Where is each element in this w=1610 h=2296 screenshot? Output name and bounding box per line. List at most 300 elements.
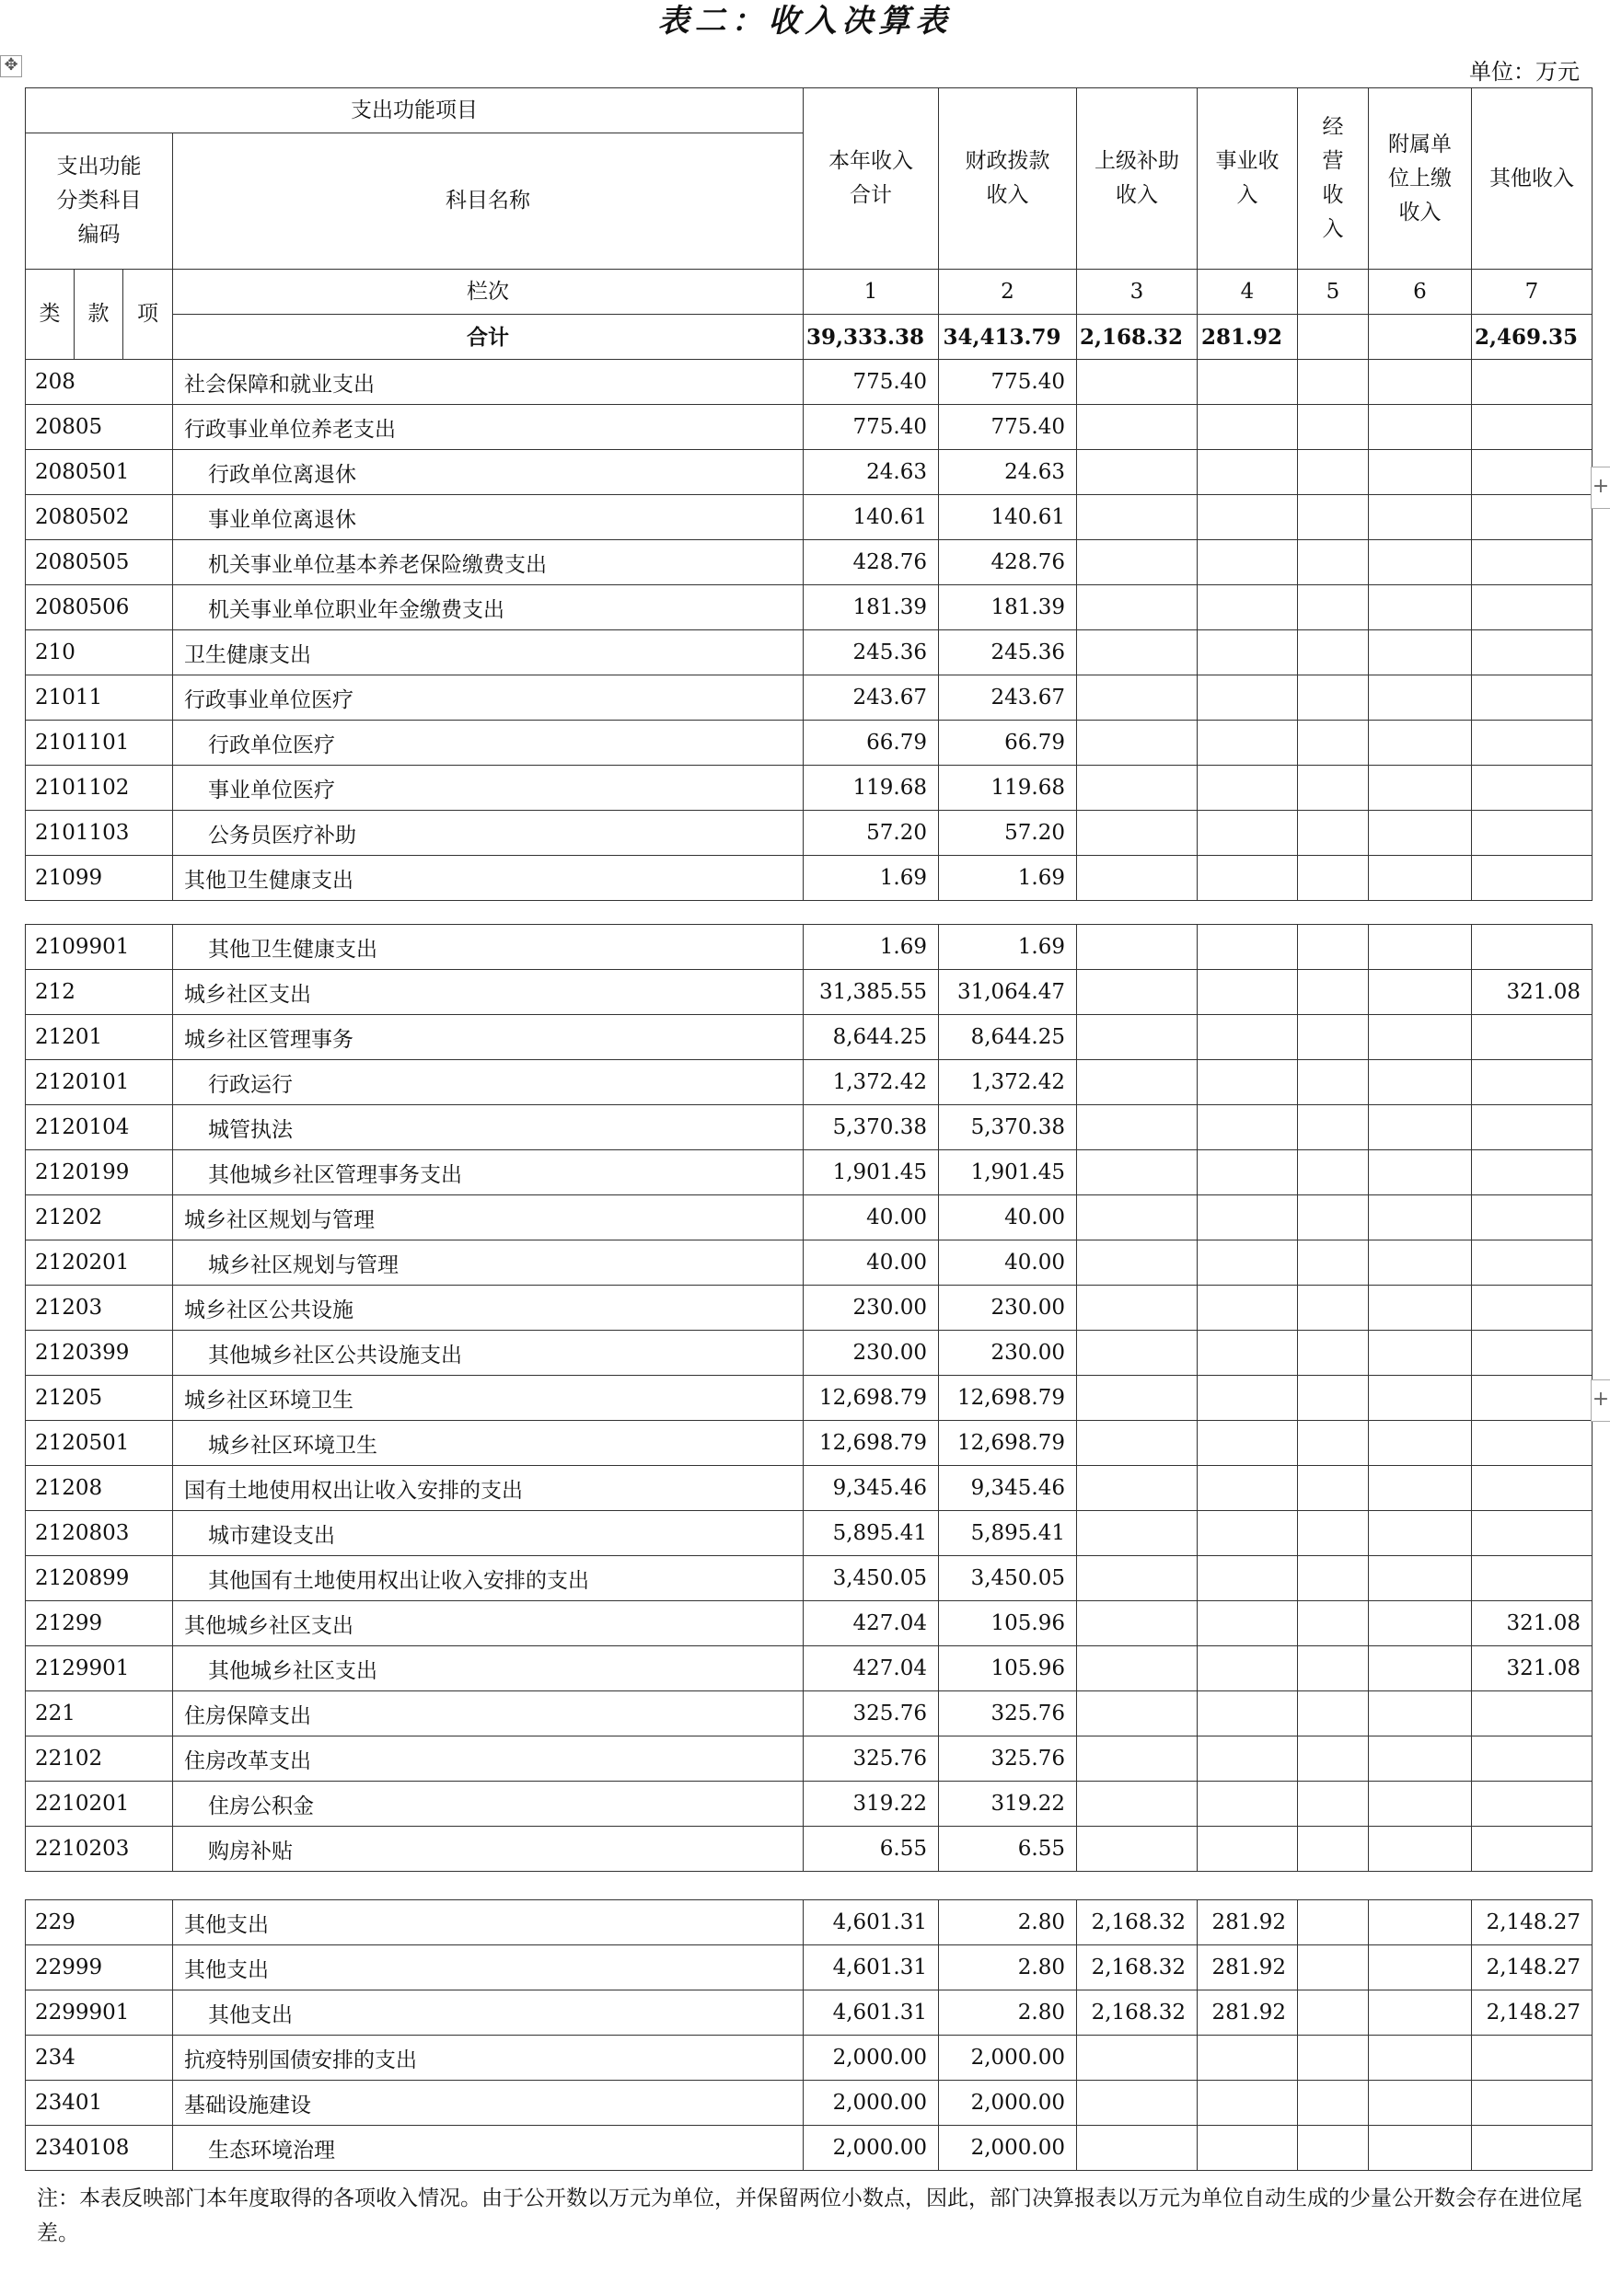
row-code: 2120803 <box>26 1511 173 1556</box>
row-value <box>1298 1015 1369 1060</box>
row-value <box>1472 1511 1593 1556</box>
row-subject-name: 事业单位离退休 <box>173 495 804 540</box>
row-subject-name: 购房补贴 <box>173 1827 804 1872</box>
row-value <box>1369 1691 1472 1736</box>
row-value <box>1369 1060 1472 1105</box>
header-col-other: 其他收入 <box>1472 88 1593 270</box>
row-value <box>1077 540 1198 585</box>
col-number: 5 <box>1298 270 1369 315</box>
row-code: 23401 <box>26 2081 173 2126</box>
row-subject-name: 其他城乡社区支出 <box>173 1646 804 1691</box>
row-value <box>1198 1240 1298 1286</box>
row-value <box>1198 495 1298 540</box>
table-row <box>26 585 1593 630</box>
row-value <box>1298 1286 1369 1331</box>
total-value: 34,413.79 <box>939 315 1077 360</box>
row-value: 2,000.00 <box>939 2036 1077 2081</box>
row-value: 281.92 <box>1198 1945 1298 1990</box>
total-value: 39,333.38 <box>804 315 939 360</box>
row-value <box>1369 766 1472 811</box>
row-value: 40.00 <box>804 1195 939 1240</box>
row-value <box>1369 811 1472 856</box>
row-value <box>1198 1646 1298 1691</box>
row-value <box>1298 970 1369 1015</box>
row-code: 2120199 <box>26 1150 173 1195</box>
row-value <box>1472 1195 1593 1240</box>
row-value: 2,000.00 <box>804 2036 939 2081</box>
header-col-affiliated: 附属单 位上缴 收入 <box>1369 88 1472 270</box>
row-value <box>1369 450 1472 495</box>
row-value: 1.69 <box>804 856 939 901</box>
row-value <box>1298 1556 1369 1601</box>
row-value <box>1369 495 1472 540</box>
row-subject-name: 其他支出 <box>173 1945 804 1990</box>
total-value <box>1369 315 1472 360</box>
add-row-plus-icon[interactable]: + <box>1591 467 1610 509</box>
row-value: 428.76 <box>939 540 1077 585</box>
row-value: 2,148.27 <box>1472 1900 1593 1945</box>
row-subject-name: 城乡社区管理事务 <box>173 1015 804 1060</box>
row-value: 2.80 <box>939 1900 1077 1945</box>
col-number: 2 <box>939 270 1077 315</box>
row-value <box>1077 630 1198 675</box>
row-value <box>1369 1421 1472 1466</box>
row-value <box>1298 1691 1369 1736</box>
row-code: 2210203 <box>26 1827 173 1872</box>
row-value <box>1369 1782 1472 1827</box>
row-code: 2080501 <box>26 450 173 495</box>
row-value <box>1077 1331 1198 1376</box>
row-value: 40.00 <box>804 1240 939 1286</box>
row-value <box>1198 1150 1298 1195</box>
row-value <box>1298 2081 1369 2126</box>
row-value <box>1077 1195 1198 1240</box>
row-value: 12,698.79 <box>939 1421 1077 1466</box>
row-value <box>1198 1736 1298 1782</box>
row-value <box>1472 1105 1593 1150</box>
row-value <box>1472 2081 1593 2126</box>
row-subject-name: 行政运行 <box>173 1060 804 1105</box>
row-subject-name: 生态环境治理 <box>173 2126 804 2171</box>
col-number: 6 <box>1369 270 1472 315</box>
row-value <box>1198 970 1298 1015</box>
row-value <box>1298 1150 1369 1195</box>
row-value: 40.00 <box>939 1195 1077 1240</box>
row-value: 6.55 <box>939 1827 1077 1872</box>
table-row <box>26 675 1593 721</box>
table-row <box>26 495 1593 540</box>
row-subject-name: 其他国有土地使用权出让收入安排的支出 <box>173 1556 804 1601</box>
row-value: 8,644.25 <box>939 1015 1077 1060</box>
table-row <box>26 1331 1593 1376</box>
row-value: 428.76 <box>804 540 939 585</box>
row-value <box>1298 1421 1369 1466</box>
row-value <box>1298 1466 1369 1511</box>
row-value <box>1472 450 1593 495</box>
row-value <box>1198 1782 1298 1827</box>
row-value: 321.08 <box>1472 1601 1593 1646</box>
row-value <box>1298 1827 1369 1872</box>
row-value <box>1077 1376 1198 1421</box>
table-row <box>26 856 1593 901</box>
row-code: 2080502 <box>26 495 173 540</box>
table-row <box>26 721 1593 766</box>
row-value <box>1198 811 1298 856</box>
row-value <box>1077 1060 1198 1105</box>
header-col-business: 事业收 入 <box>1198 88 1298 270</box>
row-subject-name: 其他卫生健康支出 <box>173 925 804 970</box>
row-subject-name: 事业单位医疗 <box>173 766 804 811</box>
row-value <box>1472 1060 1593 1105</box>
row-value <box>1077 1736 1198 1782</box>
row-value: 321.08 <box>1472 970 1593 1015</box>
row-value: 4,601.31 <box>804 1990 939 2036</box>
row-value <box>1472 675 1593 721</box>
row-subject-name: 抗疫特别国债安排的支出 <box>173 2036 804 2081</box>
table-row <box>26 1015 1593 1060</box>
row-subject-name: 城管执法 <box>173 1105 804 1150</box>
row-value <box>1298 1511 1369 1556</box>
row-value <box>1198 1105 1298 1150</box>
row-value: 775.40 <box>804 405 939 450</box>
row-value <box>1369 405 1472 450</box>
row-subject-name: 公务员医疗补助 <box>173 811 804 856</box>
row-value <box>1198 2036 1298 2081</box>
row-value: 140.61 <box>804 495 939 540</box>
row-value <box>1198 1015 1298 1060</box>
row-value <box>1369 1556 1472 1601</box>
row-value: 325.76 <box>804 1736 939 1782</box>
row-value: 775.40 <box>804 360 939 405</box>
row-value: 325.76 <box>939 1736 1077 1782</box>
row-value <box>1077 2036 1198 2081</box>
row-value: 2,148.27 <box>1472 1945 1593 1990</box>
row-value <box>1472 360 1593 405</box>
row-subject-name: 住房公积金 <box>173 1782 804 1827</box>
row-value: 245.36 <box>804 630 939 675</box>
row-value: 2,168.32 <box>1077 1945 1198 1990</box>
table-row <box>26 2126 1593 2171</box>
row-subject-name: 住房保障支出 <box>173 1691 804 1736</box>
row-value <box>1298 675 1369 721</box>
row-value <box>1077 1601 1198 1646</box>
table-row <box>26 1691 1593 1736</box>
row-value <box>1077 1691 1198 1736</box>
row-value <box>1298 1782 1369 1827</box>
row-subject-name: 行政单位离退休 <box>173 450 804 495</box>
row-value <box>1298 540 1369 585</box>
row-value <box>1077 811 1198 856</box>
row-code: 212 <box>26 970 173 1015</box>
income-table-page1 <box>25 87 1593 901</box>
row-value <box>1198 675 1298 721</box>
row-code: 2101102 <box>26 766 173 811</box>
table-row <box>26 925 1593 970</box>
row-subject-name: 城乡社区规划与管理 <box>173 1240 804 1286</box>
row-value <box>1369 1195 1472 1240</box>
row-value <box>1198 1827 1298 1872</box>
row-value: 31,385.55 <box>804 970 939 1015</box>
row-value <box>1298 585 1369 630</box>
header-lanci: 栏次 <box>173 270 804 315</box>
col-number: 7 <box>1472 270 1593 315</box>
table-row <box>26 1782 1593 1827</box>
row-value: 1,372.42 <box>939 1060 1077 1105</box>
row-value: 40.00 <box>939 1240 1077 1286</box>
row-value: 319.22 <box>939 1782 1077 1827</box>
col-number: 1 <box>804 270 939 315</box>
row-value <box>1369 1240 1472 1286</box>
row-value <box>1369 2081 1472 2126</box>
row-value <box>1198 1466 1298 1511</box>
row-value <box>1198 405 1298 450</box>
row-value <box>1077 1646 1198 1691</box>
header-class-code: 支出功能 分类科目 编码 <box>26 133 173 270</box>
row-value: 2,000.00 <box>804 2126 939 2171</box>
table-row <box>26 1376 1593 1421</box>
row-code: 21011 <box>26 675 173 721</box>
row-value <box>1198 1060 1298 1105</box>
row-value <box>1369 1286 1472 1331</box>
row-value: 12,698.79 <box>804 1421 939 1466</box>
row-code: 208 <box>26 360 173 405</box>
row-value: 119.68 <box>939 766 1077 811</box>
row-value: 119.68 <box>804 766 939 811</box>
row-value: 321.08 <box>1472 1646 1593 1691</box>
table-row <box>26 1990 1593 2036</box>
row-code: 21299 <box>26 1601 173 1646</box>
row-value: 325.76 <box>939 1691 1077 1736</box>
table-row <box>26 1646 1593 1691</box>
row-value <box>1369 1945 1472 1990</box>
row-value: 105.96 <box>939 1601 1077 1646</box>
row-value <box>1298 1376 1369 1421</box>
row-value <box>1369 1466 1472 1511</box>
row-value <box>1298 1105 1369 1150</box>
row-value <box>1077 1421 1198 1466</box>
row-value <box>1472 495 1593 540</box>
row-value <box>1077 721 1198 766</box>
header-subject-name: 科目名称 <box>173 133 804 270</box>
row-value <box>1077 1827 1198 1872</box>
row-value <box>1077 450 1198 495</box>
row-value <box>1298 1990 1369 2036</box>
table-row <box>26 630 1593 675</box>
row-value <box>1077 925 1198 970</box>
table-row <box>26 1195 1593 1240</box>
row-value <box>1298 1945 1369 1990</box>
row-value <box>1298 1900 1369 1945</box>
row-value: 427.04 <box>804 1601 939 1646</box>
row-subject-name: 城市建设支出 <box>173 1511 804 1556</box>
total-label: 合计 <box>173 315 804 360</box>
row-value <box>1472 585 1593 630</box>
table-row <box>26 1060 1593 1105</box>
row-value <box>1472 1286 1593 1331</box>
row-code: 2080505 <box>26 540 173 585</box>
row-code: 2299901 <box>26 1990 173 2036</box>
row-subject-name: 其他支出 <box>173 1990 804 2036</box>
row-code: 21202 <box>26 1195 173 1240</box>
row-value: 2,148.27 <box>1472 1990 1593 2036</box>
table-move-handle-icon[interactable]: ✥ <box>0 55 22 77</box>
row-value: 325.76 <box>804 1691 939 1736</box>
row-value <box>1369 1736 1472 1782</box>
row-value: 4,601.31 <box>804 1900 939 1945</box>
row-value: 24.63 <box>939 450 1077 495</box>
row-value <box>1298 1331 1369 1376</box>
table-row <box>26 1105 1593 1150</box>
row-value <box>1077 1466 1198 1511</box>
row-value <box>1369 1511 1472 1556</box>
row-value <box>1198 1511 1298 1556</box>
table-row <box>26 1556 1593 1601</box>
row-code: 21208 <box>26 1466 173 1511</box>
row-subject-name: 国有土地使用权出让收入安排的支出 <box>173 1466 804 1511</box>
row-value: 1.69 <box>939 925 1077 970</box>
row-value: 1.69 <box>939 856 1077 901</box>
row-value: 230.00 <box>939 1286 1077 1331</box>
row-value <box>1369 1601 1472 1646</box>
row-value: 2,000.00 <box>804 2081 939 2126</box>
row-value <box>1472 811 1593 856</box>
row-code: 21203 <box>26 1286 173 1331</box>
row-value <box>1077 585 1198 630</box>
row-value: 31,064.47 <box>939 970 1077 1015</box>
table-row <box>26 1240 1593 1286</box>
row-subject-name: 城乡社区规划与管理 <box>173 1195 804 1240</box>
row-value <box>1369 925 1472 970</box>
table-row <box>26 970 1593 1015</box>
row-value: 281.92 <box>1198 1990 1298 2036</box>
table-row <box>26 450 1593 495</box>
header-func-item: 支出功能项目 <box>26 88 804 133</box>
row-value <box>1472 405 1593 450</box>
row-code: 2120101 <box>26 1060 173 1105</box>
row-value: 3,450.05 <box>939 1556 1077 1601</box>
row-value: 2.80 <box>939 1945 1077 1990</box>
table-row <box>26 1150 1593 1195</box>
row-code: 221 <box>26 1691 173 1736</box>
row-subject-name: 基础设施建设 <box>173 2081 804 2126</box>
table-row <box>26 811 1593 856</box>
row-code: 22999 <box>26 1945 173 1990</box>
row-value: 5,895.41 <box>804 1511 939 1556</box>
row-value <box>1472 856 1593 901</box>
row-value <box>1077 970 1198 1015</box>
row-value <box>1077 2081 1198 2126</box>
row-code: 234 <box>26 2036 173 2081</box>
row-code: 2120501 <box>26 1421 173 1466</box>
row-code: 2120104 <box>26 1105 173 1150</box>
row-value <box>1472 925 1593 970</box>
row-value <box>1077 766 1198 811</box>
income-table-page2 <box>25 924 1593 1872</box>
row-value <box>1298 495 1369 540</box>
row-value: 4,601.31 <box>804 1945 939 1990</box>
row-value <box>1298 1646 1369 1691</box>
unit-label: 单位：万元 <box>1469 59 1580 85</box>
row-value: 5,895.41 <box>939 1511 1077 1556</box>
row-value <box>1198 1691 1298 1736</box>
header-col-total: 本年收入 合计 <box>804 88 939 270</box>
row-value <box>1198 450 1298 495</box>
row-subject-name: 卫生健康支出 <box>173 630 804 675</box>
total-value: 281.92 <box>1198 315 1298 360</box>
row-value <box>1198 1331 1298 1376</box>
table-row <box>26 405 1593 450</box>
row-code: 2340108 <box>26 2126 173 2171</box>
row-value: 2.80 <box>939 1990 1077 2036</box>
row-code: 229 <box>26 1900 173 1945</box>
row-value: 5,370.38 <box>804 1105 939 1150</box>
row-value <box>1077 1286 1198 1331</box>
row-value: 66.79 <box>939 721 1077 766</box>
table-row <box>26 1466 1593 1511</box>
row-subject-name: 住房改革支出 <box>173 1736 804 1782</box>
row-code: 22102 <box>26 1736 173 1782</box>
row-value <box>1077 856 1198 901</box>
add-row-plus-icon[interactable]: + <box>1591 1379 1610 1422</box>
table-row <box>26 2036 1593 2081</box>
row-value: 9,345.46 <box>804 1466 939 1511</box>
row-value <box>1472 630 1593 675</box>
row-code: 21205 <box>26 1376 173 1421</box>
row-value: 243.67 <box>804 675 939 721</box>
row-value <box>1077 405 1198 450</box>
row-subject-name: 其他城乡社区公共设施支出 <box>173 1331 804 1376</box>
row-value <box>1198 1286 1298 1331</box>
row-value <box>1298 1601 1369 1646</box>
row-value <box>1369 1900 1472 1945</box>
row-value <box>1369 630 1472 675</box>
row-value <box>1298 766 1369 811</box>
row-value <box>1472 721 1593 766</box>
row-value <box>1198 630 1298 675</box>
col-number: 4 <box>1198 270 1298 315</box>
row-code: 21201 <box>26 1015 173 1060</box>
row-code: 2120399 <box>26 1331 173 1376</box>
row-value <box>1198 1195 1298 1240</box>
row-value <box>1077 1015 1198 1060</box>
header-col-fiscal: 财政拨款 收入 <box>939 88 1077 270</box>
row-value <box>1369 1376 1472 1421</box>
row-code: 2210201 <box>26 1782 173 1827</box>
row-value <box>1077 1240 1198 1286</box>
row-subject-name: 行政事业单位养老支出 <box>173 405 804 450</box>
row-value <box>1298 811 1369 856</box>
row-value: 24.63 <box>804 450 939 495</box>
row-value <box>1472 1556 1593 1601</box>
row-value <box>1298 925 1369 970</box>
row-value: 230.00 <box>804 1286 939 1331</box>
row-value <box>1369 1015 1472 1060</box>
row-value <box>1198 766 1298 811</box>
footnote: 注：本表反映部门本年度取得的各项收入情况。由于公开数以万元为单位，并保留两位小数点，因此，部门决算报表以万元为单位自动生成的少量公开数会存在进位尾差。 <box>37 2186 1582 2245</box>
header-col-upper: 上级补助 收入 <box>1077 88 1198 270</box>
row-value: 8,644.25 <box>804 1015 939 1060</box>
table-row <box>26 1601 1593 1646</box>
row-value: 66.79 <box>804 721 939 766</box>
row-value: 9,345.46 <box>939 1466 1077 1511</box>
row-value: 230.00 <box>804 1331 939 1376</box>
row-value <box>1077 1511 1198 1556</box>
row-value <box>1077 1556 1198 1601</box>
row-value <box>1369 675 1472 721</box>
row-value: 427.04 <box>804 1646 939 1691</box>
row-code: 2101103 <box>26 811 173 856</box>
row-value: 281.92 <box>1198 1900 1298 1945</box>
